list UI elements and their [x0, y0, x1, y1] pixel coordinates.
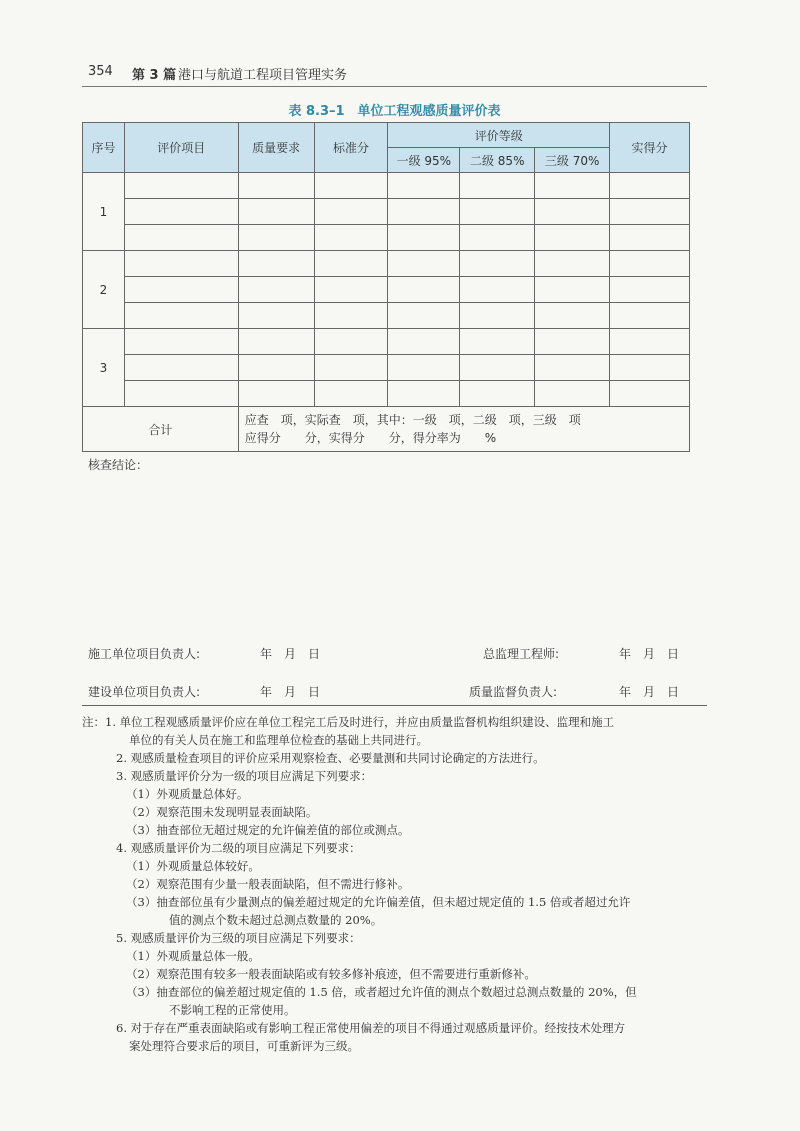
header-grade: 评价等级 — [388, 123, 610, 148]
header-item: 评价项目 — [124, 123, 238, 173]
note-line: 单位的有关人员在施工和监理单位检查的基础上共同进行。 — [129, 733, 428, 747]
note-line: 不影响工程的正常使用。 — [169, 1003, 296, 1017]
note-line: （3）抽查部位虽有少量测点的偏差超过规定的允许偏差值，但未超过规定值的 1.5 倍或者超过允许 — [126, 895, 631, 909]
note-line: （3）抽查部位无超过规定的允许偏差值的部位或测点。 — [126, 823, 410, 837]
header-rule — [82, 86, 707, 87]
summary-label: 合计 — [83, 407, 239, 452]
quality-supervisor-label: 质量监督负责人: — [469, 685, 558, 699]
running-title: 港口与航道工程项目管理实务 — [178, 68, 348, 83]
row-number: 1 — [83, 173, 125, 251]
header-grade-1: 一级 95% — [388, 148, 460, 173]
date-field: 年 月 日 — [619, 647, 680, 661]
table-title: 表 8.3–1 单位工程观感质量评价表 — [288, 104, 501, 119]
header-grade-3: 三级 70% — [535, 148, 610, 173]
row-number: 3 — [83, 329, 125, 407]
note-line: （1）外观质量总体好。 — [126, 787, 249, 801]
note-line: （3）抽查部位的偏差超过规定值的 1.5 倍，或者超过允许值的测点个数超过总测点数量的 20%，但 — [126, 985, 637, 999]
note-line: 注：1. 单位工程观感质量评价应在单位工程完工后及时进行，并应由质量监督机构组织建设、监理和施工 — [82, 715, 615, 729]
note-line: （1）外观质量总体较好。 — [126, 859, 260, 873]
header-requirement: 质量要求 — [238, 123, 314, 173]
date-field: 年 月 日 — [619, 685, 680, 699]
note-line: 3. 观感质量评价分为一级的项目应满足下列要求： — [116, 769, 373, 783]
note-line: 5. 观感质量评价为三级的项目应满足下列要求： — [116, 931, 361, 945]
note-line: 案处理符合要求后的项目，可重新评为三级。 — [129, 1039, 359, 1053]
note-line: 值的测点个数未超过总测点数量的 20%。 — [169, 913, 383, 927]
header-score: 实得分 — [610, 123, 690, 173]
date-field: 年 月 日 — [260, 685, 321, 699]
header-grade-2: 二级 85% — [460, 148, 535, 173]
note-line: （2）观察范围有较多一般表面缺陷或有较多修补痕迹，但不需要进行重新修补。 — [126, 967, 536, 981]
check-conclusion-label: 核查结论： — [88, 458, 149, 472]
note-line: （2）观察范围未发现明显表面缺陷。 — [126, 805, 318, 819]
notes-rule — [82, 705, 707, 706]
summary-line-1: 应查 项，实际查 项，其中：一级 项，二级 项，三级 项 — [244, 413, 581, 427]
header-standard-score: 标准分 — [314, 123, 388, 173]
evaluation-table — [82, 122, 690, 452]
part-label: 第 3 篇 — [132, 68, 177, 83]
note-line: （1）外观质量总体一般。 — [126, 949, 260, 963]
owner-manager-label: 建设单位项目负责人: — [88, 685, 201, 699]
note-line: 2. 观感质量检查项目的评价应采用观察检查、必要量测和共同讨论确定的方法进行。 — [116, 751, 545, 765]
summary-line-2: 应得分 分，实得分 分，得分率为 % — [244, 431, 497, 445]
row-number: 2 — [83, 251, 125, 329]
note-line: 6. 对于存在严重表面缺陷或有影响工程正常使用偏差的项目不得通过观感质量评价。经按技术处理方 — [116, 1021, 626, 1035]
chief-supervisor-label: 总监理工程师: — [483, 647, 560, 661]
page-header — [88, 64, 708, 86]
page-number: 354 — [88, 64, 113, 79]
note-line: 4. 观感质量评价为二级的项目应满足下列要求： — [116, 841, 361, 855]
construction-manager-label: 施工单位项目负责人: — [88, 647, 201, 661]
date-field: 年 月 日 — [260, 647, 321, 661]
note-line: （2）观察范围有少量一般表面缺陷，但不需进行修补。 — [126, 877, 410, 891]
summary-text — [238, 407, 689, 452]
header-no: 序号 — [83, 123, 125, 173]
